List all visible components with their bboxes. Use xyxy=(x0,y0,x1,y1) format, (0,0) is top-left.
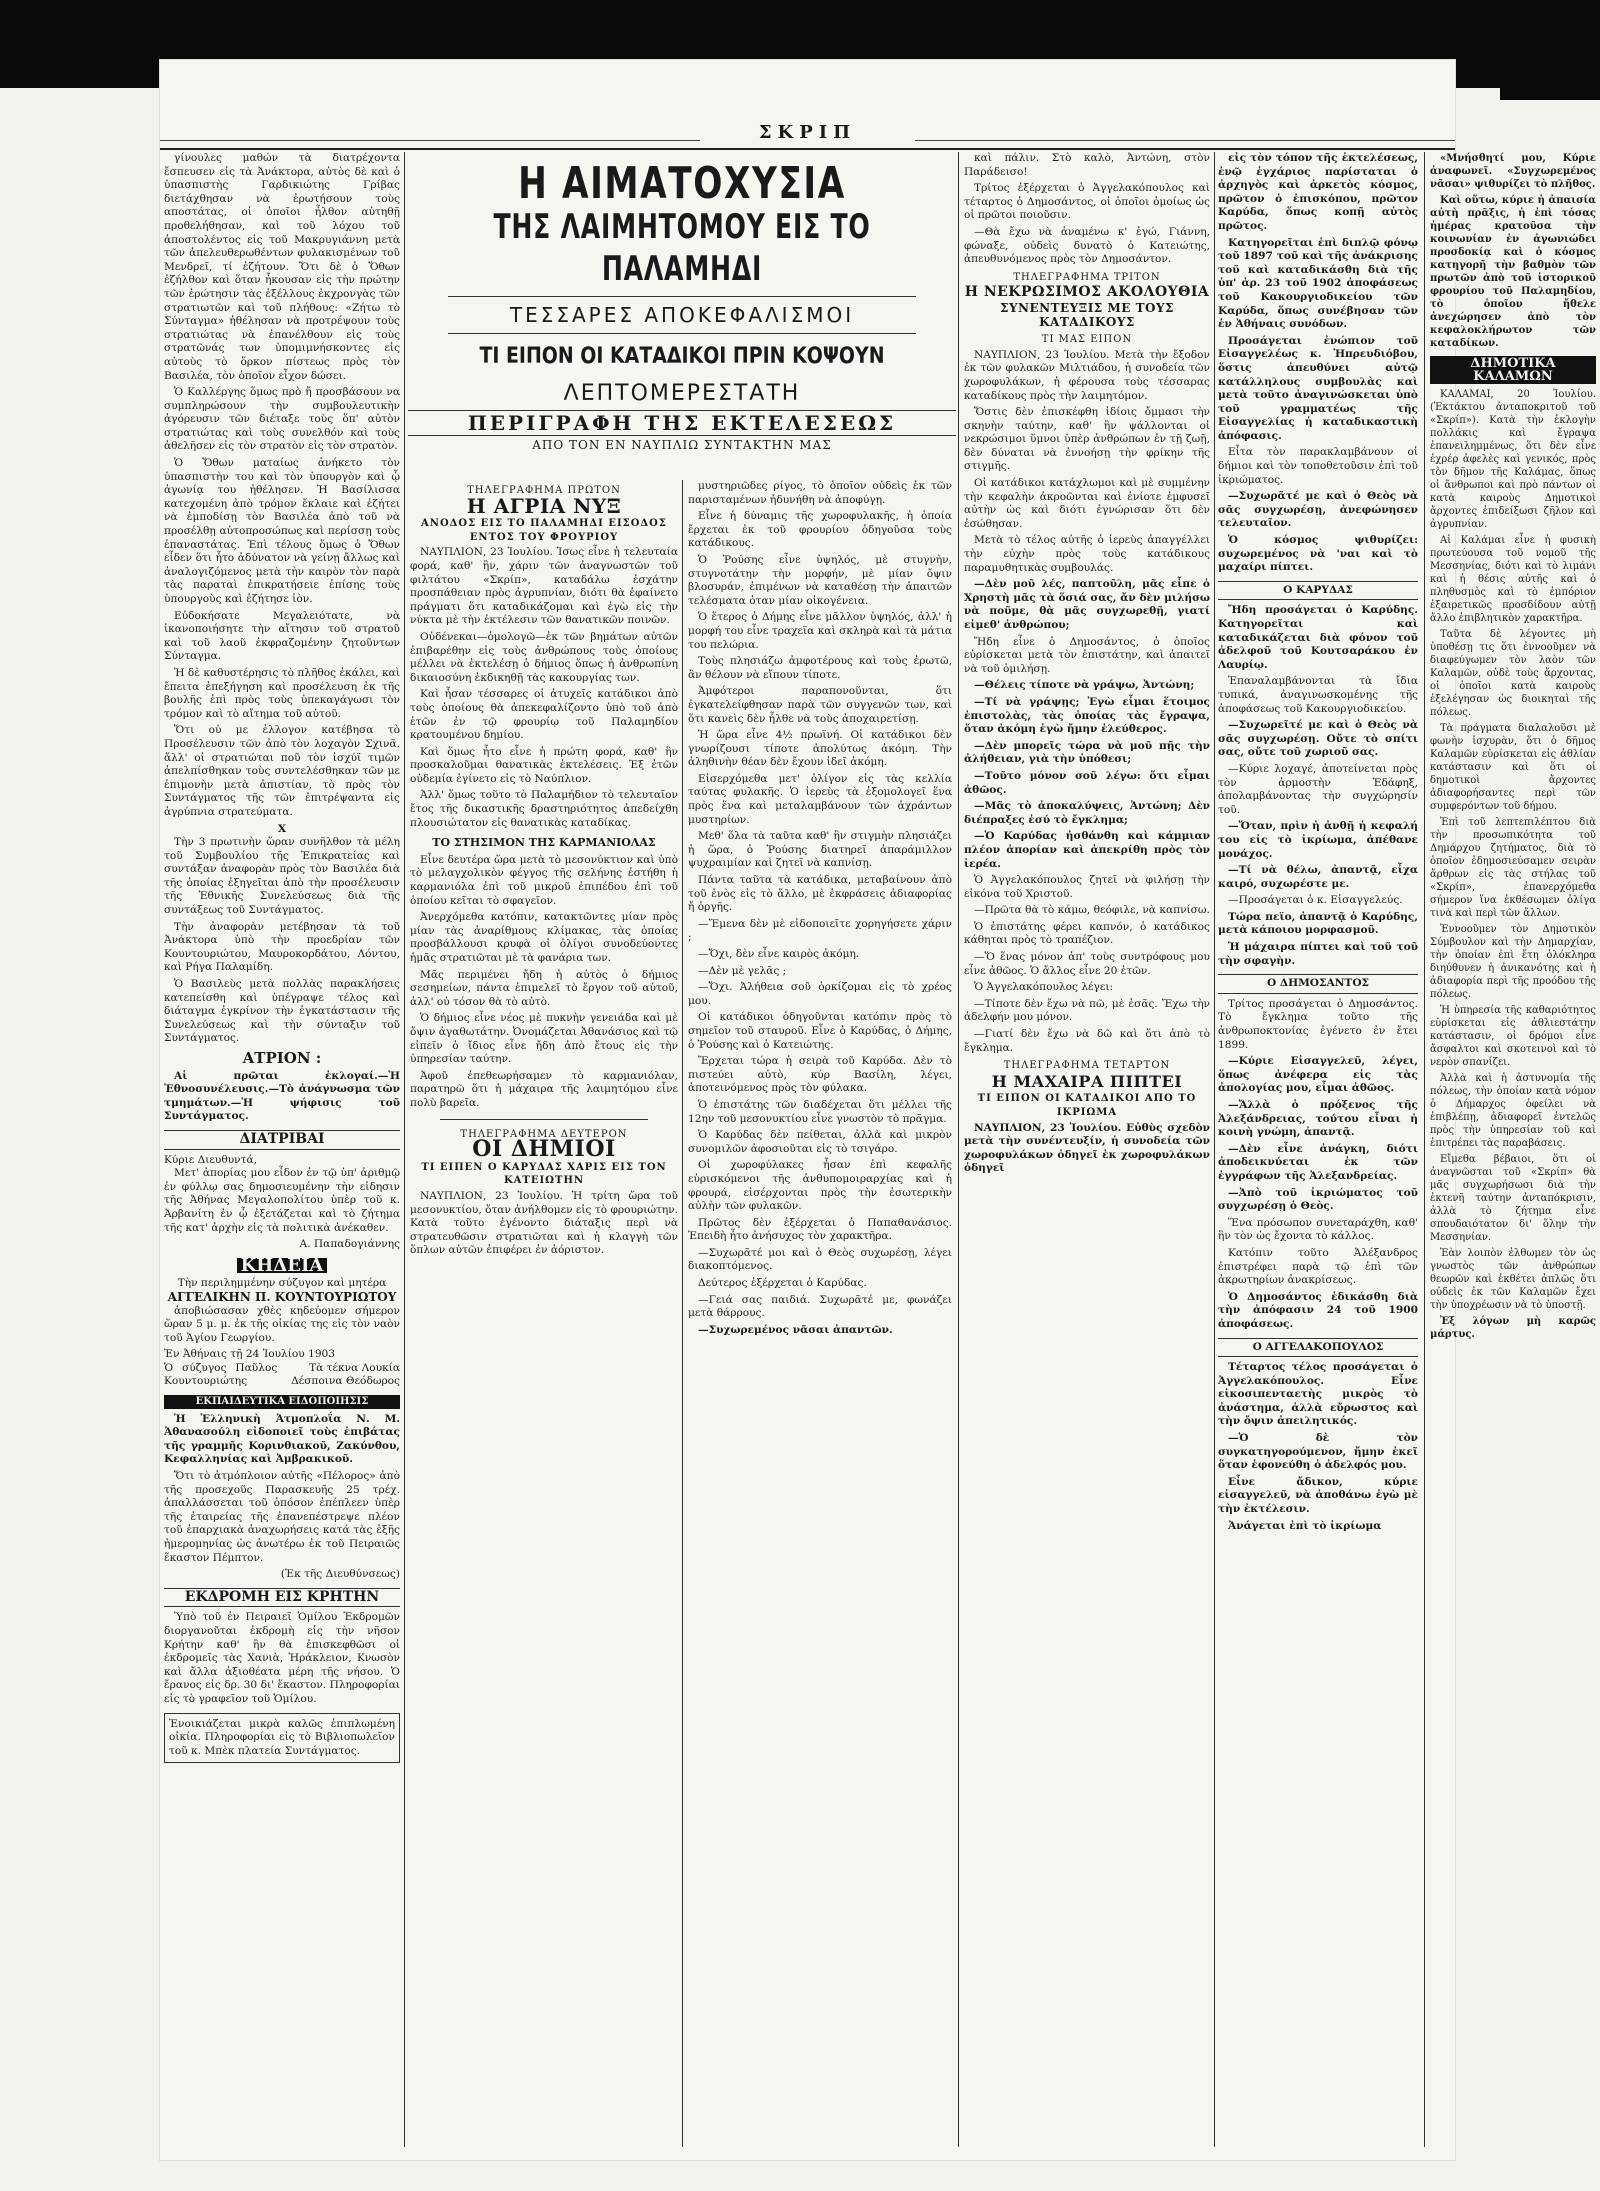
col4-text: —Γιατί δὲν ἔχω νὰ δῶ καὶ ὅτι ἀπὸ τὸ ἔγκλημα. xyxy=(964,1028,1210,1054)
diatribai-greeting: Κύριε Διευθυντά, xyxy=(164,1153,257,1166)
headline-rule xyxy=(448,333,916,334)
col4-text: Ὁ Ἀγγελακόπουλος λέγει: xyxy=(974,981,1114,994)
col3-text: Ἔρχεται τώρα ἡ σειρὰ τοῦ Καρύδα. Δὲν τὸ πιστεύει αὐτὸ, κύρ Βασίλη, λέγει, ἀποτεινόμενος πρὸς τὸν φύλακα. xyxy=(688,1055,952,1095)
col3-text: Εἶνε ἡ δύναμις τῆς χωροφυλακῆς, ἡ ὁποία ἔρχεται ἐκ τοῦ φρουρίου ὁδηγοῦσα τοὺς κατάδικους. xyxy=(688,510,952,550)
col5-text: Ὁ κόσμος ψιθυρίζει: συχωρεμένος νὰ 'ναι καὶ τὸ μαχαίρι πίπτει. xyxy=(1218,534,1418,574)
col5-text: —Τί νὰ θέλω, ἀπαντᾷ, εἶχα καιρό, συχωρέστε με. xyxy=(1218,864,1418,890)
col2-text: Καὶ ὅμως ἦτο εἶνε ἡ πρώτη φορά, καθ' ἣν προσκαλοῦμαι θανατικὰς ἐκτελέσεις. Ἐξ ἐτῶν οὐδεμία ἐγίνετο εἰς τὸ Ναύπλιον. xyxy=(410,745,678,785)
col1-text: γίνουλες μαθών τὰ διατρέχοντα ἔσπευσεν εἰς τὰ Ἀνάκτορα, αὐτὸς δὲ καὶ ὁ ὑπασπιστὴς Γαρδικιώτης Γρίβας διετάχθησαν νὰ ἐρωτήσουν τοὺς αποστάτας, οἱ ὁποῖοι ἦλθον αὐτηθῇ προθελήθησαν, καὶ τοῦ λόχου τοῦ ἀποστολέντος εἰς τοῦ Μακρυγιάννη μετὰ τῶν ἀπελευθερωθέντων φυλακισμένων τοῦ Μενδρεῖ, τί ἐζήτουν. Ὅτι δὲ ὁ Ὅθων ἐζήλθον καὶ ὅταν ἦκουσαν εἰς τὴν πρώτην τῶν ἐρώτησιν τὰς ἐξέλλους ἐκχρονγὰς τῶν στρατιωτῶν καὶ τοῦ πλήθους: «Ζήτω τὸ Σύνταγμα» ἠθέλησαν νὰ προτρέψουν τοὺς στρατιώτας νὰ ἐπανέλθουν εἰς τοὺς στρατῶνάς των ὑπομιμνήσκοντες εἰς αὐτοὺς τὸ ὅρκον πίστεως πρὸς τὸν Βασιλέα, τὸν ὁποῖον εἶχον δώσει. xyxy=(164,152,400,382)
col3-text: —Δὲν μὲ γελᾶς ; xyxy=(698,964,787,977)
col4-text: —Μᾶς τὸ ἀποκαλύψεις, Ἀντώνη; Δὲν διέπραξες ἐσύ τὸ ἔγκλημα; xyxy=(964,800,1210,826)
kideia-heading: ΚΗΔΕΙΑ xyxy=(237,1258,328,1274)
col4-text: —Τίποτε δὲν ἔχω νὰ πῶ, μὲ ἐσᾶς. Ἔχω τὴν ἀδελφήν μου μόνον. xyxy=(964,997,1210,1024)
column-divider xyxy=(404,152,405,2147)
col4-text: ΝΑΥΠΛΙΟΝ, 23 Ἰουλίου. Μετὰ τὴν ἔξοδον ἐκ τῶν φυλακῶν Μιλτιάδου, ἡ συνοδεία τῶν χωροφυλάκων, ἡ φέρουσα τοὺς τέσσαρας καταδίκους πρὸς τὴν λαιμητόμον. xyxy=(964,348,1210,402)
col1-text: Τὴν 3 πρωτινὴν ὥραν συνῆλθον τὰ μέλη τοῦ Συμβουλίου τῆς Ἐπικρατείας καὶ συντάξαν ἀναφορὰν πρὸς τὸν Βασιλέα διὰ τῆς ὁποίας ἐξηγεῖται ἀπὸ τὴν προσέλευσιν τῆς Ἐθνικῆς Συνελεύσεως διὰ τῆς συντάξεως τοῦ Συντάγματος. xyxy=(164,836,400,917)
col4-text: Τρίτος ἐξέρχεται ὁ Ἀγγελακόπουλος καὶ τέταρτος ὁ Δημοσάντος, οἱ ὁποῖοι ὁμοίως ὡς οἱ πρῶτοι ποιοῦσιν. xyxy=(964,182,1210,222)
roman-numeral: Χ xyxy=(277,822,287,835)
ekdromi-footer-ad: Ἐνοικιάζεται μικρὰ καλῶς ἐπιπλωμένη οἰκία. Πληροφορίαι εἰς τὸ Βιβλιοπωλεῖον τοῦ κ. Μπὲκ πλατεία Συντάγματος. xyxy=(164,1713,400,1764)
col3-text: μυστηριῶδες ρίγος, τὸ ὁποῖον οὐδεὶς ἐκ τῶν παρισταμένων ἠδυνήθη νὰ ἀποφύγῃ. xyxy=(688,480,952,506)
column-4 xyxy=(964,152,1210,2147)
main-headline-block xyxy=(408,152,956,452)
col5-text: Προσάγεται ἐνώπιον τοῦ Εἰσαγγελέως κ. Ἠπρευδιόβου, ὅστις ἀπευθύνει αὐτῷ κατάλληλους συμβουλὰς καὶ μετὰ τοῦτο ἀναγινώσκεται ὑπὸ τοῦ γραμματέως τῆς Εἰσαγγελίας ἡ καταδικαστικὴ ἀπόφασις. xyxy=(1218,334,1418,442)
col2-text: Καὶ ἦσαν τέσσαρες οἱ ἀτυχεῖς κατάδικοι ἀπὸ τοὺς ὁποίους θὰ ἀπεκεφαλίζοντο ὑπὸ τοῦ ἀπὸ ἑτῶν ἐν τῷ φρουρίῳ τοῦ Παλαμηδίου κρατουμένου δημίου. xyxy=(410,688,678,742)
headline-line6: ΠΕΡΙΓΡΑΦΗ ΤΗΣ ΕΚΤΕΛΕΣΕΩΣ xyxy=(408,410,956,436)
dimosantos-heading: Ο ΔΗΜΟΣΑΝΤΟΣ xyxy=(1218,974,1418,994)
kideia-name: ΑΓΓΕΛΙΚΗΝ Π. ΚΟΥΝΤΟΥΡΙΩΤΟΥ xyxy=(167,1289,397,1304)
diatribai-signature: Α. Παπαδογιάννης xyxy=(299,1238,400,1251)
col6-text: Τὰ πράγματα διαλαλοῦσι μὲ φωνὴν ἰσχυρὰν, ὅτι ὁ δῆμος Καλαμῶν εὑρίσκεται εἰς ἀθλίαν κατάστασιν καὶ ὅτι οἱ δημοτικοὶ ἄρχοντες ἀδιαφορήσαντες περὶ τῶν συμφερόντων τοῦ δήμου. xyxy=(1430,723,1596,812)
col3-text: Πάντα ταῦτα τὰ κατάδικα, μεταβαίνουν ἀπὸ τοῦ ἑνὸς εἰς τὸ ἄλλο, μὲ ἐκφράσεις ἀδιαφορίας ἤ ὀργῆς. xyxy=(688,874,952,914)
col5-text: εἰς τὸν τόπον τῆς ἐκτελέσεως, ἐνῷ ἐγχάριος παρίσταται ὁ ἀρχηγὸς καὶ ἀρκετὸς κόσμος, πρῶτον ὁ ἐπισκόπου, πρῶτον Καρύδα, ὅπως κοπῇ αὐτὸς πρῶτος. xyxy=(1218,152,1418,232)
col5-text: Τέταρτος τέλος προσάγεται ὁ Ἀγγελακόπουλος. Εἶνε εἰκοσιπενταετὴς μικρὸς τὸ ἀνάστημα, ἀλλὰ εὔρωστος καὶ τὴν ὄψιν ἀπειλητικός. xyxy=(1218,1361,1418,1428)
col5-text: Τώρα πεϊο, ἀπαντᾷ ὁ Καρύδης, μετὰ κάποιου μορφασμοῦ. xyxy=(1218,910,1418,937)
col3-text: Οἱ χωροφύλακες ἦσαν ἐπὶ κεφαλῆς εὑρισκόμενοι τῆς ἀνθυπομοιραρχίας καὶ ἡ φρουρά, εἰσέρχονται πρὸς τὴν ἐσωτερικὴν αὐλὴν τῶν φυλακῶν. xyxy=(688,1159,952,1213)
col5-text: —Συχωρᾶτέ με καὶ ὁ Θεὸς νὰ σᾶς συγχωρέσῃ, ἀνεφώνησεν τελευταῖον. xyxy=(1218,490,1418,530)
col3-text: Τοὺς πλησιάζω ἀμφοτέρους καὶ τοὺς ἐρωτῶ, ἂν θέλουν νὰ εἴπουν τίποτε. xyxy=(688,655,952,681)
telegram-1-heading: Η ΑΓΡΙΑ ΝΥΞ xyxy=(466,493,622,518)
col6-text: Ἐὰν λοιπὸν ἐλθωμεν τὸν ὡς γνωστὸς τῶν ἀνθρώπων θεωρῶν καὶ ἐκθέτει ἀπλῶς ὅτι οὐδεὶς ἐκ τῶν Καλαμῶν ἔχει τὴν ὑποχρέωσιν νὰ τὸ ὑποστῇ. xyxy=(1430,1248,1596,1311)
col3-text: —Ἔμενα δὲν μὲ εἰδοποιεῖτε χορηγήσετε χάριν ; xyxy=(688,917,952,944)
col5-text: —Ὁ δὲ τὸν συγκατηγορούμενον, ἤμην ἐκεῖ ὅταν ἐφονεύθη ὁ ἀδελφός μου. xyxy=(1218,1432,1418,1472)
col4-text: —Ὁ Καρύδας ἠσθάνθη καὶ κάμμιαν πλέον ἀπορίαν καὶ ἀπεκρίθη πρὸς τὸν ἰερέα. xyxy=(964,830,1210,870)
misc-credit: (Ἐκ τῆς Διευθύνσεως) xyxy=(280,1568,400,1581)
col2-text: Ἀφοῦ ἐπεθεωρήσαμεν τὸ καρμανιόλαν, παρατηρῶ ὅτι ἡ μάχαιρα τῆς λαιμητόμου εἶνε πολὺ βαρεῖα. xyxy=(410,1069,678,1109)
col5-text: Ἐπαναλαμβάνονται τὰ ἴδια τυπικά, ἀναγινωσκομένης τῆς ἀποφάσεως τοῦ Κακουργιοδικείου. xyxy=(1218,675,1418,715)
headline-line4: ΤΙ ΕΙΠΟΝ ΟΙ ΚΑΤΑΔΙΚΟΙ ΠΡΙΝ ΚΟΨΟΥΝ xyxy=(479,344,885,369)
telegram-1-subheading: ΑΝΟΔΟΣ ΕΙΣ ΤΟ ΠΑΛΑΜΗΔΙ ΕΙΣΟΔΟΣ ΕΝΤΟΣ ΤΟΥ ΦΡΟΥΡΙΟΥ xyxy=(421,518,667,543)
col5-text: Κατόπιν τοῦτο Ἀλέξανδρος ἐπιστρέφει παρὰ τῷ ἐπὶ τῶν ἀκρωτηρίων ἀνακρίσεως. xyxy=(1218,1246,1418,1287)
column-5 xyxy=(1218,152,1418,2147)
col6-text: ΚΑΛΑΜΑΙ, 20 Ἰουλίου. (Ἐκτάκτου ἀνταποκριτοῦ τοῦ «Σκρίπ»). Κατὰ τὴν ἐκλογὴν πολλάκις καὶ ἔγραψα ἐπανειλημμένως, ὅτι δὲν εἶνε ἐχρέρ ἀφελὲς καὶ γενικός, πρὸς τὸν δῆμον τῆς Καλάμας, ὅπως οἱ ἄνθρωποι καὶ πρὸ πάντων οἱ κατὰ καιροὺς Δημοτικοὶ ἄρχοντες ἐπιδείξωσι ζῆλον καὶ ἀγρυπνίαν. xyxy=(1430,389,1596,530)
misc-heading: ΕΚΠΑΙΔΕΥΤΙΚΑ ΕΙΔΟΠΟΙΗΣΙΣ xyxy=(164,1395,400,1409)
col5-text: —Κύριε Εἰσαγγελεῦ, λέγει, ὅπως ἀνέφερα εἰς τὰς ἀπολογίας μου, εἶμαι ἀθῶος. xyxy=(1218,1055,1418,1095)
col4-text: Ὁ Ἀγγελακόπουλος ζητεῖ νὰ φιλήσῃ τὴν εἰκόνα τοῦ Χριστοῦ. xyxy=(964,874,1210,900)
col6-text: Ταῦτα δὲ λέγοντες μὴ ὑποθέσῃ τις ὅτι ἐννοοῦμεν νὰ διαφεύγωμεν τὸν λαὸν τῶν Καλαμῶν, οὐδὲ τοὺς ἄρχοντας, οἱ ὁποῖοι κατὰ καιροὺς ἐξελέγησαν ὡς διοικηταὶ τῆς πόλεως. xyxy=(1430,629,1596,718)
col4-text: —Τί νὰ γράψῃς; Ἐγὼ εἶμαι ἕτοιμος ἐπιστολὰς, τὰς ὁποίας τὰς ἔγραψα, ὅταν ἀκόμη ἐγὼ ἤμην ἐλεύθερος. xyxy=(964,695,1210,736)
col6-text: Ἀλλὰ καὶ ἡ ἀστυνομία τῆς πόλεως, τὴν ὁποίαν κατὰ νόμον ὁ Δήμαρχος ὀφείλει νὰ ἐπιβλέπῃ, ἀδιαφορεῖ ἐντελῶς πρὸς τὴν ὑπηρεσίαν τοῦ καὶ ἐπιτρέπει τὰς παραβάσεις. xyxy=(1430,1073,1596,1149)
telegram-1-label: ΤΗΛΕΓΡΑΦΗΜΑ ΠΡΩΤΟΝ xyxy=(467,485,621,496)
col1-text: Εὐδοκήσατε Μεγαλειότατε, νὰ ἱκανοποιήσητε τὴν αἴτησιν τοῦ στρατοῦ καὶ τοῦ λαοῦ ἐκφραζομένην ζητοῦντων Σύνταγμα. xyxy=(164,609,400,663)
kideia-signature-left: Ὁ σύζυγος Παῦλος Κουντουριώτης xyxy=(164,1361,278,1388)
col5-text: Τρίτος προσάγεται ὁ Δημοσάντος. Τὸ ἔγκλημα τοῦτο τῆς ἀνθρωποκτονίας ἐγένετο ἐν ἔτει 1899. xyxy=(1218,997,1418,1051)
atrion-heading: ΑΤΡΙΟΝ : xyxy=(242,1049,322,1067)
kideia-text: Τὴν περιλημμένην σύζυγον καὶ μητέρα xyxy=(177,1277,387,1290)
col3-text: Δεύτερος ἐξέρχεται ὁ Καρύδας. xyxy=(698,1277,867,1290)
col5-text: —Προσάγεται ὁ κ. Εἰσαγγελεύς. xyxy=(1228,894,1403,907)
col1-text: Τὴν ἀναφορὰν μετέβησαν τὰ τοῦ Ἀνάκτορα ὑπὸ τὴν προεδρίαν τῶν Κουντουριώτου, Μαυροκορδάτου, Λόντου, καὶ Ρήγα Παλαμίδη. xyxy=(164,920,400,974)
col5-text: —Ὅταν, πρὶν ἡ ἀνθῇ ἡ κεφαλή του εἰς τὸ ἰκρίωμα, ἀπέθανε μονάχος. xyxy=(1218,820,1418,860)
col4-text: —Πρῶτα θὰ τὸ κάμω, θεόφιλε, νὰ καπνίσω. xyxy=(974,904,1210,917)
col4-text: Ὁ ἐπιστάτης φέρει καπνόν, ὁ κατάδικος κάθηται πρὸς τὸ τραπέζιον. xyxy=(964,920,1210,947)
headline-rule xyxy=(448,296,916,297)
col5-text: Ἕνα πρόσωπον συνεταράχθη, καθ' ἣν τὸν ὡς ἔχοντα τὸ κάλλος. xyxy=(1218,1216,1418,1243)
masthead xyxy=(160,122,1455,150)
col6-text: Καὶ οὕτω, κύριε ἡ ἀπαισία αὐτὴ πρᾶξις, ἡ ἐπὶ τόσας ἡμέρας κρατοῦσα τὴν κοινωνίαν ἐν ἀγωνιώδει προσδοκίᾳ καὶ ὁ κόσμος κατηγορῆ τὴν βαθμὸν τῶν πρωτῶν ἀπὸ τοῦ ἱστορικοῦ φρουρίου τοῦ Παλαμηδίου, τὸ ὁποῖον ἤθελε ἀνεχώρησεν ἀπὸ τὸν κεφαλοκλήρωτον τῶν καταδίκων. xyxy=(1430,195,1596,349)
telegram-3-small: ΤΙ ΜΑΣ ΕΙΠΟΝ xyxy=(1041,334,1133,346)
column-3 xyxy=(688,480,952,2147)
col4-text: Οἱ κατάδικοι κατάχλωμοι καὶ μὲ συμμένην τὴν κεφαλὴν ἀκροῶνται καὶ ἐνίοτε ἐμφυσεῖ αὐτὴν ὡς καὶ διότι ἐγνώρισαν ὅτι δὲν ἐσώθησαν. xyxy=(964,477,1210,530)
col2-text: Εἶνε δευτέρα ὥρα μετὰ τὸ μεσονύκτιον καὶ ὑπὸ τὸ μελαγχολικὸν φέγγος τῆς σελήνης ἐστήθη ἡ καρμανιόλα ἐπὶ τοῦ μικροῦ ἐπιπέδου ἐπὶ τοῦ ὁποίου κεῖται τὸ σφαγεῖον. xyxy=(410,853,678,907)
col5-text: —Συχωρεῖτέ με καὶ ὁ Θεὸς νὰ σᾶς συγχωρέσῃ. Οὔτε τὸ σπίτι σας, οὔτε τοῦ χωριοῦ σας. xyxy=(1218,719,1418,759)
telegram-4-subheading: ΤΙ ΕΙΠΟΝ ΟΙ ΚΑΤΑΔΙΚΟΙ ΑΠΟ ΤΟ ΙΚΡΙΩΜΑ xyxy=(977,1093,1197,1118)
col2-text: Οὐδένεκαι—ὁμολογῶ—ἐκ τῶν βημάτων αὐτῶν ἐπιβαρέθην εἰς τοὺς ἀνθρώπους τοὺς ὁποίους μέλλει νὰ ἐκτελέσῃ ὁ δήμιος ὅπως ἡ ἀνθρωπίνη δικαιοσύνη ἐκδικηθῇ τὰς κακουργίας των. xyxy=(410,630,678,684)
column-divider xyxy=(958,152,959,2147)
karydas-heading: Ο ΚΑΡΥΔΑΣ xyxy=(1218,581,1418,601)
col1-text: Ὅτι οὐ με ἐλλογον κατέβησα τὸ Προσέλευσιν τῶν ἀπὸ τὸν λοχαγὸν Σχινᾶ. ἄλλ' οἱ στρατιώται ποῦ τὸν ἰσχύϊ τιμῶν ἀπελπίσθηκαν τοὺς συντελέσθηκαν τῶν με ἐπιμονὴν μετὰ ἀπιστίαν, τὸ πρὸς τὸν Συντάγματος τῆς τῶν ἐπιτρέψαντα εἰς ἀγρύπνια στρατεύματα. xyxy=(164,724,400,818)
telegram-4-heading: Η ΜΑΧΑΙΡΑ ΠΙΠΤΕΙ xyxy=(991,1071,1183,1091)
col2-text: Ἀλλ' ὅμως τοῦτο τὸ Παλαμήδιον τὸ τελευταῖον ἔτος τῆς δικαστικῆς δραστηριότητος ἀπεδείχθη πλουσιώτατον εἰς θανατικὰς καταδίκας. xyxy=(410,789,678,829)
col5-text: Κατηγορεῖται ἐπὶ διπλῷ φόνῳ τοῦ 1897 τοῦ καὶ τῆς ἀνάκρισης τοῦ καὶ καταδικάσθη διὰ τῆς ὑπ' ἀρ. 23 τοῦ 1902 ἀποφάσεως τοῦ Κακουργιοδικείου τῶν Καρύδα, ὅπως συνέβησαν τῶν ἐν Ἀθήναις συνόδων. xyxy=(1218,236,1418,331)
col6-text: Εἴμεθα βέβαιοι, ὅτι οἱ ἀναγνῶσται τοῦ «Σκρίπ» θὰ μᾶς συγχωρήσωσι διὰ τὴν ἐκτενῆ ταύτην ἀνταπόκρισιν, ἀλλὰ τὸ ζήτημα εἶνε σπουδαιότατον δι' ὅλην τὴν Μεσσηνίαν. xyxy=(1430,1154,1596,1243)
ekdromi-heading: ΕΚΔΡΟΜΗ ΕΙΣ ΚΡΗΤΗΝ xyxy=(164,1588,400,1608)
telegram-3-label: ΤΗΛΕΓΡΑΦΗΜΑ ΤΡΙΤΟΝ xyxy=(1013,271,1161,283)
col1-text: Ὁ Ὅθων ματαίως ἀνήκετο τὸν ὑπασπιστὴν του καὶ τὸν ὑπουργὸν καὶ ᾧ ἀγωνίᾳ του ἠθέλησεν. Ἡ Βασίλισσα κατεχομένη ἀπὸ τρόμον ἔκλαιε καὶ ἐζήτει νὰ ἐμποδίσῃ τὸν Βασιλέα ἀπὸ τοῦ νὰ προσέλθῃ αὐτοπροσώπως καὶ περίσσῃ τοὺς ἐπαναστάτας. Ἐπὶ τέλους ὅμως ὁ Ὅθων εἶδεν ὅτι ἦτο ἀδύνατον νὰ γείνῃ ἄλλως καὶ ἀναλογιζόμενος μετὰ τὴν καιρὸν τὸν παρὰ τὰς παραταὶ ἐπικρατήσειε ἐπίσης τοὺς ὑπουργοὺς καὶ ἐζήτησε ἰὸν. xyxy=(164,457,400,605)
col2-text: Μᾶς περιμένει ἤδη ἡ αὐτὸς ὁ δήμιος σεσημείων, πάντα ἐπιμελεῖ τὸ ἔργον τοῦ αὐτοῦ, ἀλλ' οὐ τόσον θὰ τὸ αὐτὸ. xyxy=(410,968,678,1008)
telegram-2-heading: ΟΙ ΔΗΜΙΟΙ xyxy=(472,1136,616,1163)
telegram-3-subheading: ΣΥΝΕΝΤΕΥΞΙΣ ΜΕ ΤΟΥΣ ΚΑΤΑΔΙΚΟΥΣ xyxy=(999,300,1175,329)
col3-text: Πρῶτος δὲν ἐξέρχεται ὁ Παπαθανάσιος. Ἐπειδὴ ἦτο ἀνήσυχος τὸν χαρακτῆρα. xyxy=(688,1216,952,1243)
col6-text: Ἡ ὑπηρεσία τῆς καθαριότητος εὑρίσκεται εἰς ἀθλιεστάτην κατάστασιν, οἱ δρόμοι εἶνε ἄσφαλτοι καὶ σκοτεινοὶ καὶ τὸ νερὸν σπανίζει. xyxy=(1430,1005,1596,1068)
misc-text: Ἡ Ἑλληνικὴ Ἀτμοπλοΐα Ν. Μ. Ἀθανασούλη εἰδοποιεῖ τοὺς ἐπιβάτας τῆς γραμμῆς Κορινθιακοῦ, Ζακύνθου, Κεφαλληνίας καὶ Ἀμβρακικοῦ. xyxy=(164,1412,400,1466)
col6-text: «Μνήσθητί μου, Κύριε ἀναφωνεῖ. «Συγχωρεμένος νᾶσαι» ψιθυρίζει τὸ πλῆθος. xyxy=(1430,153,1596,190)
telegram-2-subheading: ΤΙ ΕΙΠΕΝ Ο ΚΑΡΥΔΑΣ ΧΑΡΙΣ ΕΙΣ ΤΟΝ ΚΑΤΕΙΩΤΗΝ xyxy=(421,1161,667,1187)
column-divider xyxy=(1424,152,1425,2147)
col6-text: Ἐννοοῦμεν τὸν Δημοτικὸν Σύμβουλον καὶ τὴν Δημαρχίαν, τὴν ὁποίαν ἐπὶ ἔτη ὁλόκληρα διηύθυνεν ἡ ἀνικανότης καὶ ἡ ἀδιαφορία περὶ τῆς προόδου τῆς πόλεως. xyxy=(1430,924,1596,1000)
col5-text: —Δὲν εἶνε ἀνάγκη, διότι ἀποδεικνύεται ἐκ τῶν ἐγγράφων τῆς Ἀλεξανδρείας. xyxy=(1218,1142,1418,1182)
headline-line5: ΛΕΠΤΟΜΕΡΕΣΤΑΤΗ xyxy=(563,381,801,406)
col4-text: καὶ πάλιν. Στὸ καλὸ, Ἀντώνη, στὸν Παράδεισο! xyxy=(964,152,1210,178)
col6-signature: Ἐξ λόγων μὴ καρῶς μάρτυς. xyxy=(1430,1316,1596,1340)
col1-text: Ὁ Βασιλεὺς μετὰ πολλὰς παρακλήσεις κατεπείσθη καὶ ὑπέγραψε τέλος καὶ διάταγμα ἐγκρίνον τὴν ἐγκατάστασιν τῆς Συνελεύσεως καὶ τὴν σύνταξιν τοῦ Συντάγματος. xyxy=(164,978,400,1045)
column-divider xyxy=(682,480,683,2147)
col2-text: ΝΑΥΠΛΙΟΝ, 23 Ἰουλίου. Ἡ τρίτη ὥρα τοῦ μεσονυκτίου, ὅταν ἀνήλθομεν εἰς τὸ φρουριώτην. Κατὰ τοῦτο ἐγένοντο διάταξις περὶ νὰ στρατευθῶσιν στρατιῶται καὶ ἡ κλαγγὴ τῶν ὅπλων αὐτῶν ἐπιφέρει ἐν ἀόριστον. xyxy=(410,1189,678,1257)
col4-text: —Θὰ ἔχω νὰ ἀναμένω κ' ἐγώ, Γιάννη, φώναξε, οὐδεὶς δυνατὸ ὁ Κατειώτης, ἀπευθυνόμενος πρὸς τὸν Δημοσάντον. xyxy=(964,225,1210,266)
col4-text: Μετὰ τὸ τέλος αὐτῆς ὁ ἱερεὺς ἀπαγγέλλει τὴν εὐχὴν πρὸς τοὺς κατάδικους παραμυθητικὰς συμβουλάς. xyxy=(964,534,1210,574)
col5-text: —Ἀπὸ τοῦ ἰκριώματος τοῦ συγχωρέσῃ ὁ Θεὸς. xyxy=(1218,1186,1418,1213)
diatribai-text: Μετ' ἀπορίας μου εἶδον ἐν τῷ ὑπ' ἀριθμῷ ἐν φύλλῳ σας δημοσιευμένην τὴν εἰδησιν τῆς Ἀθήνας Μεγαλοπολίτου ὑπὲρ τοῦ κ. Ἀρβανίτη ἐν ᾧ ἐξετάζεται καὶ τὸ ζήτημα τῆς κατ' ἀρχὴν εἰς τὰ πολιτικὰ ἀνέκαθεν. xyxy=(164,1167,400,1234)
col3-text: Οἱ κατάδικοι ὁδηγοῦνται κατόπιν πρὸς τὸ σημεῖον τοῦ σταυροῦ. Εἶνε ὁ Καρύδας, ὁ Δήμης, ὁ Ῥούσης καὶ ὁ Κατειώτης. xyxy=(688,1011,952,1051)
kideia-signature-right: Τὰ τέκνα Λουκία Δέσποινα Θεόδωρος xyxy=(291,1361,400,1388)
col5-text: Ἀνάγεται ἐπὶ τὸ ἰκρίωμα xyxy=(1228,1519,1382,1532)
col4-text: —Θέλεις τίποτε νὰ γράψω, Ἀντώνη; xyxy=(974,679,1195,692)
col3-text: —Συχωρεμένος νᾶσαι ἀπαντῶν. xyxy=(698,1323,893,1336)
col3-text: Ὁ ἕτερος ὁ Δήμης εἶνε μᾶλλον ὑψηλός, ἀλλ' ἡ μορφή του εἶνε τραχεῖα καὶ σκληρὰ καὶ τὰ μάτια του πελώρια. xyxy=(688,611,952,651)
col5-text: —Κύριε λοχαγέ, ἀποτείνεται πρὸς τὸν ἀρμοστὴν Ἐδάφηξ, ἀπολαμβάνοντας τὴν συγχώρησίν τοῦ. xyxy=(1218,762,1418,816)
col5-text: Εἶτα τὸν παρακλαμβάνουν οἱ δήμιοι καὶ τὸν τοποθετοῦσιν ἐπὶ τοῦ ἰκριώματος. xyxy=(1218,446,1418,486)
karmaniola-heading: ΤΟ ΣΤΗΣΙΜΟΝ ΤΗΣ ΚΑΡΜΑΝΙΟΛΑΣ xyxy=(432,836,656,850)
ekdromi-text: Ὑπὸ τοῦ ἐν Πειραιεῖ Ὁμίλου Ἐκδρομῶν διοργανοῦται ἐκδρομὴ εἰς τὴν νῆσον Κρήτην καθ' ἣν θὰ ἐπισκεφθῶσι οἱ ἐκδρομεῖς τὰς Χανιὰ, Ἡράκλειον, Κνωσὸν καὶ ἄλλα ἀξιοθέατα μέρη τῆς νήσου. Ὁ ἔρανος εἰς δρ. 30 δι' ἕκαστον. Πληροφορίαι εἰς τὸ γραφεῖον τοῦ Ὁμίλου. xyxy=(164,1611,400,1705)
headline-line3: ΤΕΣΣΑΡΕΣ ΑΠΟΚΕΦΑΛΙΣΜΟΙ xyxy=(509,303,855,327)
col4-text: ΝΑΥΠΛΙΟΝ, 23 Ἰουλίου. Εὐθὺς σχεδὸν μετὰ τὴν συνέντευξίν, ἡ συνοδεία τῶν χωροφυλάκων ὁδηγεῖ ἐκ χωροφυλάκων ὁδηγεῖ xyxy=(964,1121,1210,1175)
col3-text: —Ὄχι, δὲν εἶνε καιρὸς ἀκόμη. xyxy=(698,948,860,960)
col3-text: Ἡ ὥρα εἶνε 4½ πρωϊνή. Οἱ κατάδικοι δὲν γνωρίζουσι τίποτε ἀπολύτως ἀκόμη. Τὴν ἀληθινὴν θέαν δὲν ἔχουν ἰδεῖ ἀκόμη. xyxy=(688,729,952,769)
col3-text: Ὁ Ῥούσης εἶνε ὑψηλός, μὲ στυγνὴν, στυγνοτάτην τὴν μορφήν, μὲ μίαν ὄψιν βλοσυράν, ἐπιμένων νὰ καταθέσῃ τὴν ἀπαιτῶν τελέσματα ὁταν μίαν οἰκογένεια. xyxy=(688,553,952,607)
col6-text: Ἐπὶ τοῦ λεπτεπιλέπτου διὰ τὴν προσωπικότητα τοῦ Δημάρχου ζητήματος, διὰ τὸ ὁποῖον ἐδημοσιεύσαμεν σειρὰν ἄρθρων εἰς τὰς στήλας τοῦ «Σκρίπ», ἐπανερχόμεθα σήμερον ἵνα ἐκθέσωμεν ὀλίγα τινὰ καὶ περὶ τῶν ἄλλων. xyxy=(1430,817,1596,919)
col2-text: Ὁ δήμιος εἶνε νέος μὲ πυκνὴν γενειάδα καὶ μὲ ὄψιν ἀγαθωτάτην. Ὀνομάζεται Ἀθανάσιος καὶ τῷ εἰπεῖν ὁ ἴδιος εἶνε ἤδη ἀπὸ ἔτους εἰς τὴν ὑπηρεσίαν ταύτην. xyxy=(410,1012,678,1066)
telegram-2-label: ΤΗΛΕΓΡΑΦΗΜΑ ΔΕΥΤΕΡΟΝ xyxy=(460,1128,628,1140)
telegram-4-label: ΤΗΛΕΓΡΑΦΗΜΑ ΤΕΤΑΡΤΟΝ xyxy=(1003,1060,1171,1072)
column-2 xyxy=(410,480,678,2147)
col1-text: Ἡ δὲ καθυστέρησις τὸ πλῆθος ἐκάλει, καὶ ἔπειτα ἐπεξήγηση καὶ προσέλευση ἐκ τῆς βουλῆς ἐπὶ πρὸς τοὺς ὑπεκαγάγωσι τὸν τρόμον καὶ τὸ αἴτημα τοῦ αὐτοῦ. xyxy=(164,666,400,720)
column-1 xyxy=(164,152,400,2147)
col3-text: —Γειά σας παιδιά. Συχωρᾶτέ με, φωνάζει μετὰ θάρρους. xyxy=(688,1293,952,1320)
col4-text: —Δὲν μοῦ λές, παπτοῦλη, μᾶς εἶπε ὁ Χρηστὴ μᾶς τὰ ὅσιά σας, ἄν δὲν μιλήσω νὰ ποῦμε, θὰ μᾶς συγχωρεθῇ, γιατί εἰμεθ' ἀνθρώπου; xyxy=(964,578,1210,631)
col4-text: —Ὅ ἕνας μόνον ἀπ' τοὺς συντρόφους μου εἶνε ἀθῶος. Ὁ ἄλλος εἶνε 20 ἐτῶν. xyxy=(964,951,1210,977)
col4-text: Ἤδη εἶνε ὁ Δημοσάντος, ὁ ὁποῖος εὑρίσκεται μετὰ τὸν ἐπιστάτην, καὶ ἀπαιτεῖ νὰ τοῦ ὁμιλήσῃ. xyxy=(964,635,1210,675)
angelakopoulos-heading: Ο ΑΓΓΕΛΑΚΟΠΟΥΛΟΣ xyxy=(1218,1338,1418,1358)
column-divider xyxy=(1214,152,1215,2147)
dimotika-heading: ΔΗΜΟΤΙΚΑ ΚΑΛΑΜΩΝ xyxy=(1430,356,1596,384)
col3-text: Ὁ Καρύδας δὲν πείθεται, ἀλλὰ καὶ μικρὸν συνομιλῶν ἀφοσιοῦται εἰς τὸ τσιγάρο. xyxy=(688,1129,952,1155)
col3-text: Ὁ ἐπιστάτης τῶν διαδέχεται ὅτι μέλλει τῆς 12ην τοῦ μεσονυκτίου εἶνε γνωστὸν τὸ πρᾶγμα. xyxy=(688,1098,952,1125)
diatribai-heading: ΔΙΑΤΡΙΒΑΙ xyxy=(164,1130,400,1150)
col5-text: Ἤδη προσάγεται ὁ Καρύδης. Κατηγορεῖται καὶ καταδικάζεται διὰ φόνον τοῦ ἀδελφοῦ τοῦ Κουτσαράκου ἐν Λαυρίῳ. xyxy=(1218,604,1418,671)
col5-text: Εἶνε ἄδικον, κύριε εἰσαγγελεῦ, νὰ ἀποθάνω ἐγὼ μὲ τὴν ἐκτέλεσιν. xyxy=(1218,1475,1418,1516)
column-6 xyxy=(1430,152,1596,2147)
col5-text: —Ἄλλὰ ὁ πρόξενος τῆς Ἀλεξάνδρειας, τούτου εἶναι ἡ κοινὴ γνώμη, ἀπαντᾷ. xyxy=(1218,1099,1418,1139)
col3-text: Ἀμφότεροι παραπονοῦνται, ὅτι ἐγκατελείφθησαν παρὰ τῶν συγγενῶν των, καὶ ὅτι κανεὶς δὲν ἦλθε νὰ τοὺς ἀποχαιρετίσῃ. xyxy=(688,685,952,725)
col3-text: Μεθ' ὅλα τὰ ταῦτα καθ' ἣν στιγμὴν πλησιάζει ἡ ὥρα, ὁ Ῥούσης διατηρεῖ ἀπαράμιλλον ψυχραιμίαν καὶ ζητεῖ νὰ καπνίσῃ. xyxy=(688,830,952,870)
telegram-3-heading: Η ΝΕΚΡΩΣΙΜΟΣ ΑΚΟΛΟΥΘΙΑ xyxy=(964,284,1210,301)
col2-text: Ἀνερχόμεθα κατόπιν, κατακτῶντες μίαν πρὸς μίαν τὰς ἀναρίθμους κλίμακας, τὰς ὁποίας προσβάλλουσι κρυφὰ οἱ ὀλίγοι συνοδεύοντες ἡμᾶς στρατιῶται μὲ τὰ φανάρια των. xyxy=(410,911,678,964)
col3-text: —Ὄχι. Ἀλήθεια σοῦ ὁρκίζομαι εἰς τὸ χρέος μου. xyxy=(688,981,952,1007)
kideia-date: Ἐν Ἀθήναις τῇ 24 Ἰουλίου 1903 xyxy=(164,1348,336,1361)
headline-line1: Η ΑΙΜΑΤΟΧΥΣΙΑ xyxy=(518,158,846,209)
headline-line7: ΑΠΟ ΤΟΝ ΕΝ ΝΑΥΠΛΙΩ ΣΥΝΤΑΚΤΗΝ ΜΑΣ xyxy=(532,438,832,452)
col6-text: Αἱ Καλάμαι εἶνε ἡ φυσικὴ πρωτεύουσα τοῦ νομοῦ τῆς Μεσσηνίας, διότι καὶ τὸ λιμάνι καὶ ἡ θέσις αὐτῆς καὶ ὁ πληθυσμὸς καὶ τὸ ἐμπόριον ἐξαιρετικῶς προσδίδουν αὐτῇ ἄλλο ἐπιβλητικὸν χαρακτῆρα. xyxy=(1430,535,1596,624)
col4-text: —Τοῦτο μόνον σοῦ λέγω: ὅτι εἶμαι ἀθῶος. xyxy=(964,769,1210,796)
col3-text: Εἰσερχόμεθα μετ' ὀλίγον εἰς τὰς κελλία ταύτας φυλακῆς. Ὁ ἱερεὺς τὰ ἐξομολογεῖ ἕνα πρὸς ἕνα καὶ μεταλαμβάνουν τῶν ἀχράντων μυστηρίων. xyxy=(688,772,952,826)
misc-text2: Ὅτι τὸ ἀτμόπλοιον αὐτῆς «Πέλορος» ἀπὸ τῆς προσεχοῦς Παρασκευῆς 25 τρέχ. ἀπαλλάσσεται τοῦ ὁπόσον ἐπέπλεεν ὑπὲρ τῆς ἐταιρείας τῆς ἐπανεπέστρεψε πλέον τοῦ ἐπαρχιακὰ ἀναχωρήσεις κατά τὰς ἑξῆς ἡμερομηνίας ὡς ἀνωτέρω ἐκ τοῦ Πειραιῶς ἕκαστον Πέμπτον. xyxy=(164,1470,400,1564)
kideia-text2: ἀποβιώσασαν χθὲς κηδεύομεν σήμερον ὥραν 5 μ. μ. ἐκ τῆς οἰκίας της εἰς τὸν ναὸν τοῦ Ἁγίου Γεωργίου. xyxy=(164,1304,400,1344)
headline-line2: ΤΗΣ ΛΑΙΜΗΤΟΜΟΥ ΕΙΣ ΤΟ ΠΑΛΑΜΗΔΙ xyxy=(493,207,871,289)
col4-text: Ὅστις δὲν ἐπισκέφθη ἰδίοις ὄμμασι τὴν σκηνὴν ταύτην, καθ' ἣν ψάλλονται οἱ νεκρώσιμοι ὕμνοι ὑπὲρ ἀνθρώπων ἐν τῇ ζωῇ, δὲν δύναται νὰ ἐννοήσῃ τὴν φρίκην τῆς στιγμῆς. xyxy=(964,406,1210,473)
col3-text: —Συχωρᾶτέ μοι καὶ ὁ Θεὸς συχωρέσῃ, λέγει διακοπτόμενος. xyxy=(688,1246,952,1273)
col4-text: —Δὲν μπορεῖς τώρα νὰ μοῦ πῇς τὴν ἀλήθειαν, γιὰ τὴν ὑπόθεσι; xyxy=(964,739,1210,766)
col2-text: ΝΑΥΠΛΙΟΝ, 23 Ἰουλίου. Ἰσως εἶνε ἡ τελευταία φορά, καθ' ἣν, χάριν τῶν ἀναγνωστῶν τοῦ φιλτάτου «Σκρίπ», καταδάλω ἐσχάτην προσπάθειαν πρὸς ἀγρυπνίαν, διότι θὰ ἐφαίνετο πράγματι ὅτι καταδικάζομαι καὶ ἐγὼ εἰς τὴν νύκτα μὲ τὴν ἐκτέλεσιν τῶν θανατικῶν ποινῶν. xyxy=(410,546,678,627)
col5-text: Ἡ μάχαιρα πίπτει καὶ τοῦ τοῦ τὴν σφαγὴν. xyxy=(1218,941,1418,967)
masthead-title: ΣΚΡΙΠ xyxy=(758,122,857,143)
col5-text: Ὁ Δημοσάντος ἐδικάσθη διὰ τὴν ἀπόφασιν 24 τοῦ 1900 ἀποφάσεως. xyxy=(1218,1290,1418,1330)
col1-text: Ὁ Καλλέργης ὅμως πρὸ ἤ προσβάσουν να συμπληρώσουν τὴν συμβουλευτικὴν ἀγόρευσιν τῶν διέταξε τοὺς ὅπ' αὐτὸν στρατιώτας καὶ τοὺς συνελθόν καὶ τοὺς ἀθελῆσεν εἰς τὸν στρατὸν εἰς τὸν στρατὸν. xyxy=(164,386,400,453)
atrion-text: Αἱ πρῶται ἐκλογαί.—Ἡ Ἐθνοσυνέλευσις.—Τὸ ἀνάγνωσμα τῶν τμημάτων.—Ἡ ψήφισις τοῦ Συντάγματος. xyxy=(164,1069,400,1123)
